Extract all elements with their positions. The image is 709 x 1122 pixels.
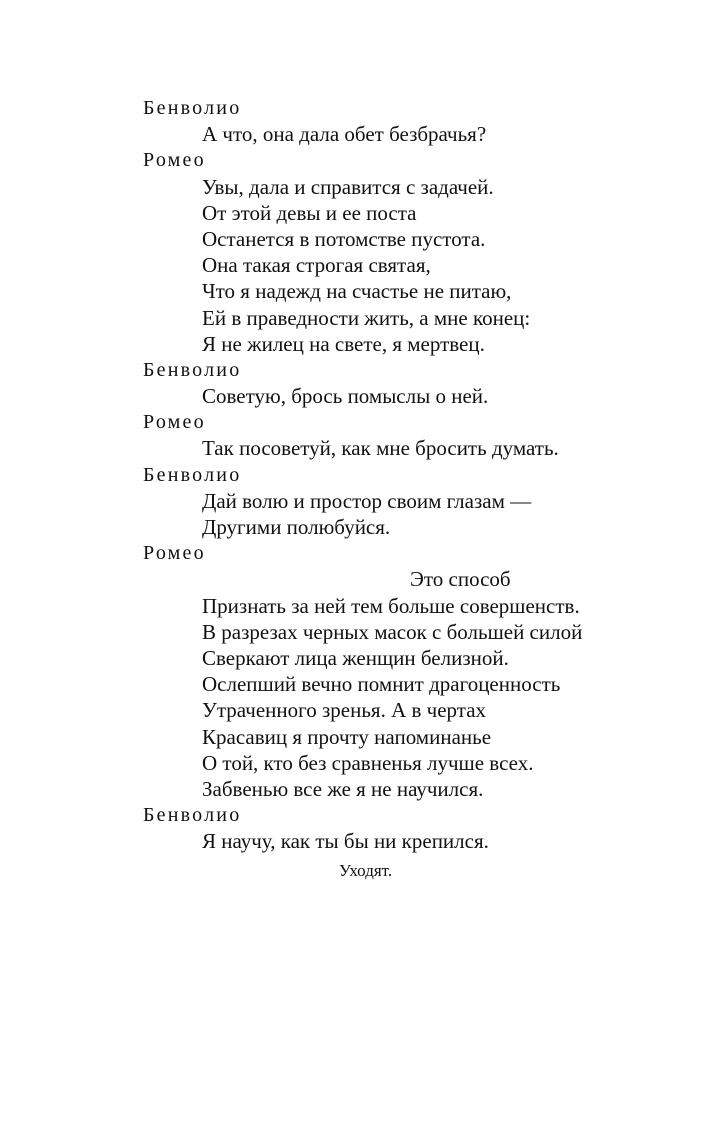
play-text (0, 95, 709, 885)
speaker-name: Ромео (143, 411, 206, 434)
verse-line: Забвенью все же я не научился. (202, 776, 484, 801)
verse-line: Советую, брось помыслы о ней. (202, 384, 489, 409)
verse-line: Дай волю и простор своим глазам — (202, 488, 532, 513)
verse-line: От этой девы и ее поста (202, 200, 417, 225)
speaker-name: Ромео (143, 542, 206, 565)
speaker-name: Бенволио (143, 463, 242, 486)
verse-line: В разрезах черных масок с большей силой (202, 619, 583, 644)
speaker-name: Бенволио (143, 358, 242, 381)
verse-line: Она такая строгая святая, (202, 253, 431, 278)
speaker-name: Ромео (143, 149, 206, 172)
verse-line: Я научу, как ты бы ни крепился. (202, 829, 489, 854)
verse-line: Что я надежд на счастье не питаю, (202, 279, 512, 304)
verse-line: Увы, дала и справится с задачей. (202, 174, 494, 199)
verse-line: Признать за ней тем больше совершенств. (202, 593, 580, 618)
verse-line: Сверкают лица женщин белизной. (202, 645, 509, 670)
verse-line: Ей в праведности жить, а мне конец: (202, 305, 531, 330)
speaker-name: Бенволио (143, 97, 242, 119)
verse-line: Утраченного зренья. А в чертах (202, 698, 487, 723)
stage-direction: Уходят. (339, 861, 393, 881)
verse-line: Так посоветуй, как мне бросить думать. (202, 436, 559, 461)
verse-line: Останется в потомстве пустота. (202, 226, 486, 251)
verse-line: Другими полюбуйся. (202, 515, 391, 539)
verse-line-continued: Это способ (410, 567, 511, 592)
verse-line: О той, кто без сравненья лучше всех. (202, 750, 534, 775)
verse-line: Я не жилец на свете, я мертвец. (202, 331, 485, 356)
speaker-name: Бенволио (143, 804, 242, 827)
verse-line: А что, она дала обет безбрачья? (202, 122, 487, 147)
verse-line: Ослепший вечно помнит драгоценность (202, 672, 561, 697)
verse-line: Красавиц я прочту напоминанье (202, 724, 492, 749)
